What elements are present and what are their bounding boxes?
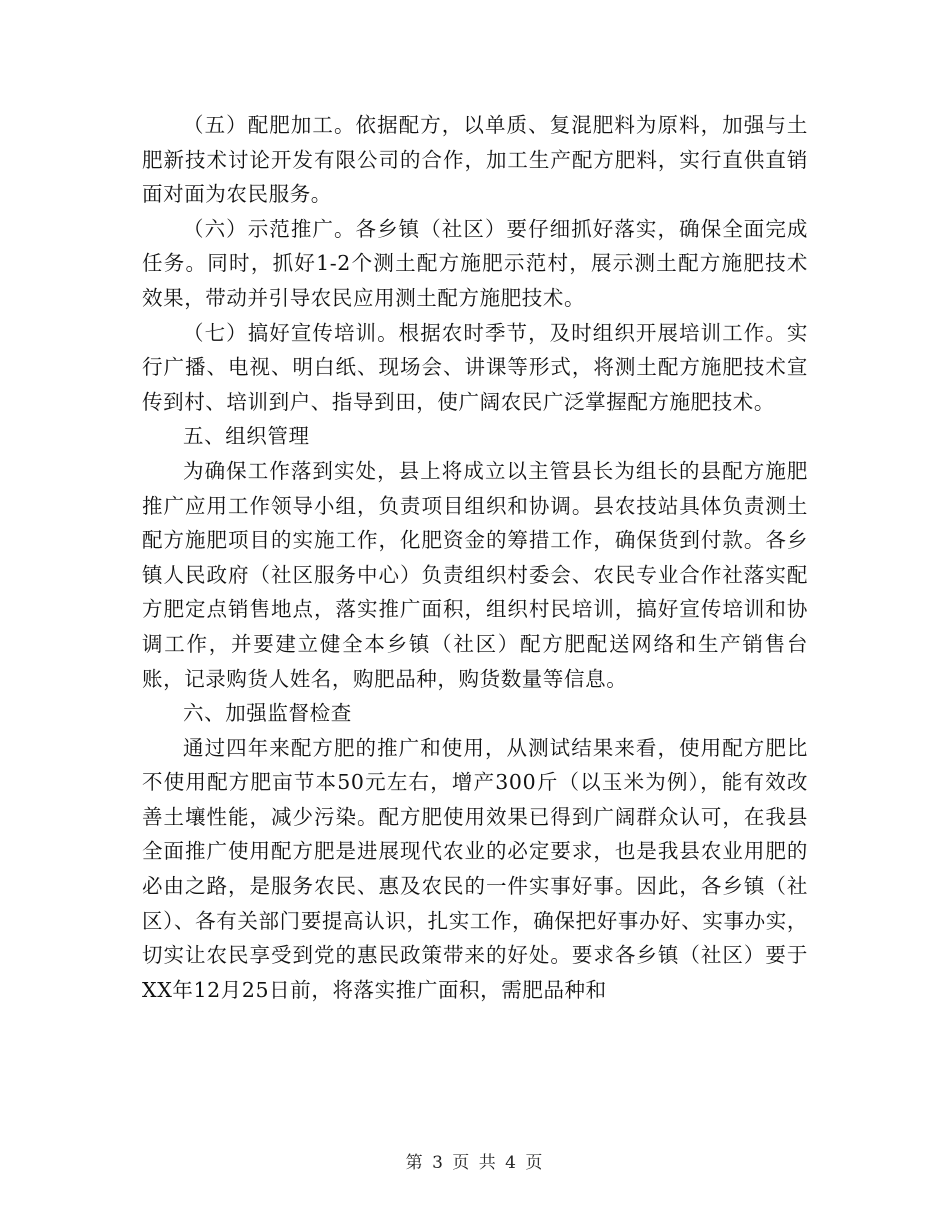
paragraph-demonstration: （六）示范推广。各乡镇（社区）要仔细抓好落实，确保全面完成任务。同时，抓好1-2个测土配方施肥示范村，展示测土配方施肥技术效果，带动并引导农民应用测土配方施肥技术。	[142, 216, 808, 310]
document-body	[142, 108, 808, 1007]
page-footer: 第 3 页 共 4 页	[405, 1153, 545, 1173]
section-heading-organization: 五、组织管理	[183, 424, 310, 449]
section-heading-supervision: 六、加强监督检查	[183, 701, 352, 726]
paragraph-fertilizer-processing: （五）配肥加工。依据配方，以单质、复混肥料为原料，加强与土肥新技术讨论开发有限公司的合作，加工生产配方肥料，实行直供直销面对面为农民服务。	[142, 113, 808, 207]
paragraph-supervision: 通过四年来配方肥的推广和使用，从测试结果来看，使用配方肥比不使用配方肥亩节本50元左右，增产300斤（以玉米为例），能有效改善土壤性能，减少污染。配方肥使用效果已得到广阔群众认可，在我县全面推广使用配方肥是进展现代农业的必定要求，也是我县农业用肥的必由之路，是服务农民、惠及农民的一件实事好事。因此，各乡镇（社区）、各有关部门要提高认识，扎实工作，确保把好事办好、实事办实，切实让农民享受到党的惠民政策带来的好处。要求各乡镇（社区）要于XX年12月25日前，将落实推广面积，需肥品种和	[142, 735, 808, 1002]
paragraph-training: （七）搞好宣传培训。根据农时季节，及时组织开展培训工作。实行广播、电视、明白纸、现场会、讲课等形式，将测土配方施肥技术宣传到村、培训到户、指导到田，使广阔农民广泛掌握配方施肥技术。	[142, 320, 808, 414]
paragraph-organization: 为确保工作落到实处，县上将成立以主管县长为组长的县配方施肥推广应用工作领导小组，负责项目组织和协调。县农技站具体负责测土配方施肥项目的实施工作，化肥资金的筹措工作，确保货到付款。各乡镇人民政府（社区服务中心）负责组织村委会、农民专业合作社落实配方肥定点销售地点，落实推广面积，组织村民培训，搞好宣传培训和协调工作，并要建立健全本乡镇（社区）配方肥配送网络和生产销售台账，记录购货人姓名，购肥品种，购货数量等信息。	[142, 458, 808, 691]
